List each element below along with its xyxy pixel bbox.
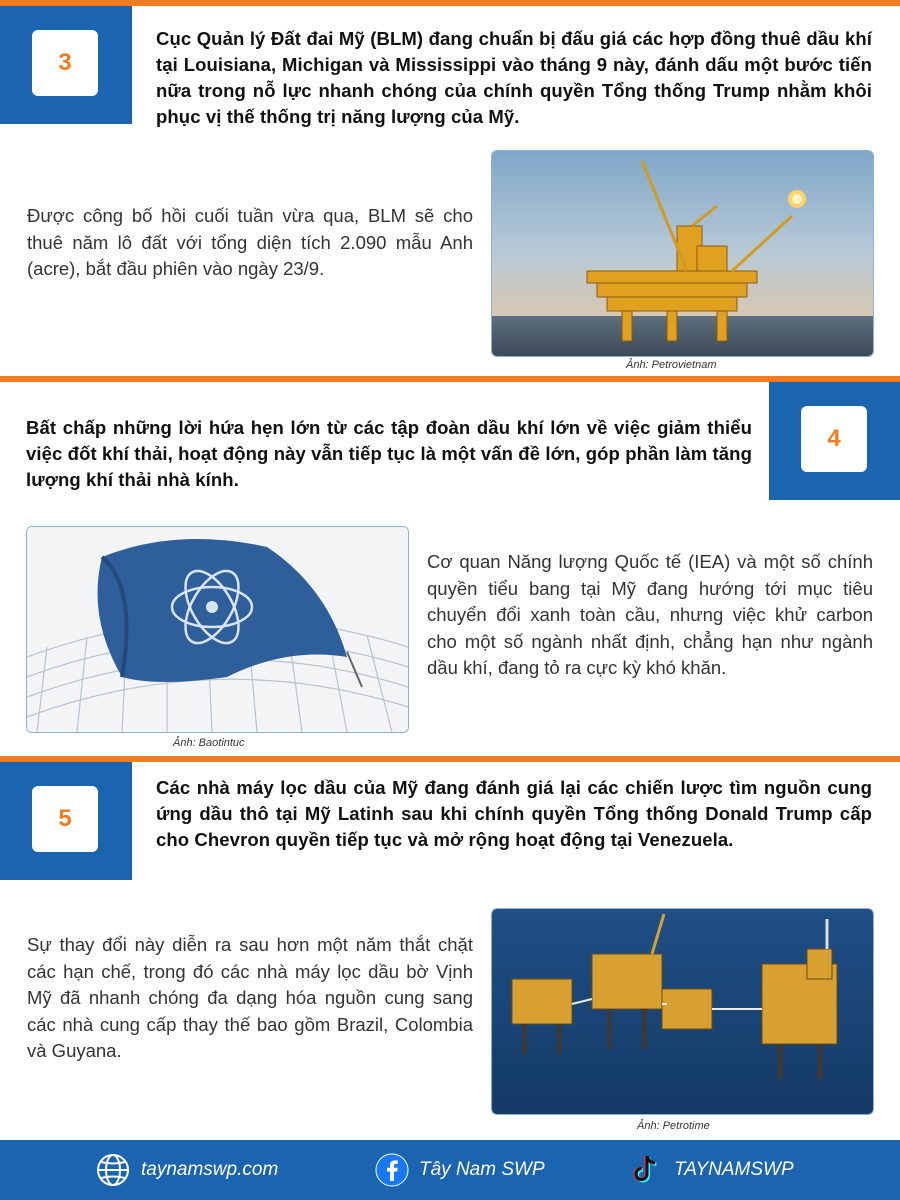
oil-rig-sunset-photo (491, 150, 874, 357)
footer-tiktok-link[interactable] (632, 1140, 794, 1200)
section-5-body: Sự thay đổi này diễn ra sau hơn một năm thắt chặt các hạn chế, trong đó các nhà máy lọc dầu bờ Vịnh Mỹ đã nhanh chóng đa dạng hóa nguồn cung sang các nhà cung cấp thay thế bao gồm Brazil, Colombia và Guyana. (27, 934, 473, 1061)
section-4-number: 4 (801, 406, 867, 472)
section-3-number: 3 (32, 30, 98, 96)
section-4-body: Cơ quan Năng lượng Quốc tế (IEA) và một số chính quyền tiểu bang tại Mỹ đang hướng tới mục tiêu chuyển đổi xanh toàn cầu, nhưng việc khử carbon cho một số ngành nhất định, chẳng hạn như ngành dầu khí, đang tỏ ra cực kỳ khó khăn. (427, 551, 873, 678)
top-divider (0, 0, 900, 6)
tiktok-icon (632, 1153, 664, 1187)
section-divider-1 (0, 376, 900, 382)
section-4-headline: Bất chấp những lời hứa hẹn lớn từ các tập đoàn dầu khí lớn về việc giảm thiểu việc đốt khí thải, hoạt động này vẫn tiếp tục là một vấn đề lớn, góp phần làm tăng lượng khí thải nhà kính. (26, 417, 752, 490)
section-5-headline: Các nhà máy lọc dầu của Mỹ đang đánh giá lại các chiến lược tìm nguồn cung ứng dầu thô tại Mỹ Latinh sau khi chính quyền Tổng thống Donald Trump cấp cho Chevron quyền tiếp tục và mở rộng hoạt động tại Venezuela. (156, 777, 872, 850)
section-3-headline: Cục Quản lý Đất đai Mỹ (BLM) đang chuẩn bị đấu giá các hợp đồng thuê dầu khí tại Louisiana, Michigan và Mississippi vào tháng 9 này, đánh dấu một bước tiến nữa trong nỗ lực nhanh chóng của chính quyền Tổng thống Trump nhằm khôi phục vị thế thống trị năng lượng của Mỹ. (156, 28, 872, 127)
footer-tiktok-text: TAYNAMSWP (674, 1159, 794, 1180)
footer-website-text: taynamswp.com (141, 1159, 279, 1180)
offshore-platforms-photo (491, 908, 874, 1115)
globe-icon (95, 1152, 131, 1188)
section-divider-2 (0, 756, 900, 762)
section-5-number: 5 (32, 786, 98, 852)
section-4-photo-caption: Ảnh: Baotintuc (173, 737, 245, 749)
section-5-photo-caption: Ảnh: Petrotime (637, 1120, 710, 1132)
footer-facebook-link[interactable] (375, 1140, 545, 1200)
un-flag-photo (26, 526, 409, 733)
section-3-photo-caption: Ảnh: Petrovietnam (626, 359, 717, 371)
facebook-icon (375, 1153, 409, 1187)
section-3-body: Được công bố hồi cuối tuần vừa qua, BLM sẽ cho thuê năm lô đất với tổng diện tích 2.090 mẫu Anh (acre), bắt đầu phiên vào ngày 23/9. (27, 205, 473, 279)
footer-facebook-text: Tây Nam SWP (419, 1159, 545, 1180)
footer-website-link[interactable] (95, 1140, 278, 1200)
